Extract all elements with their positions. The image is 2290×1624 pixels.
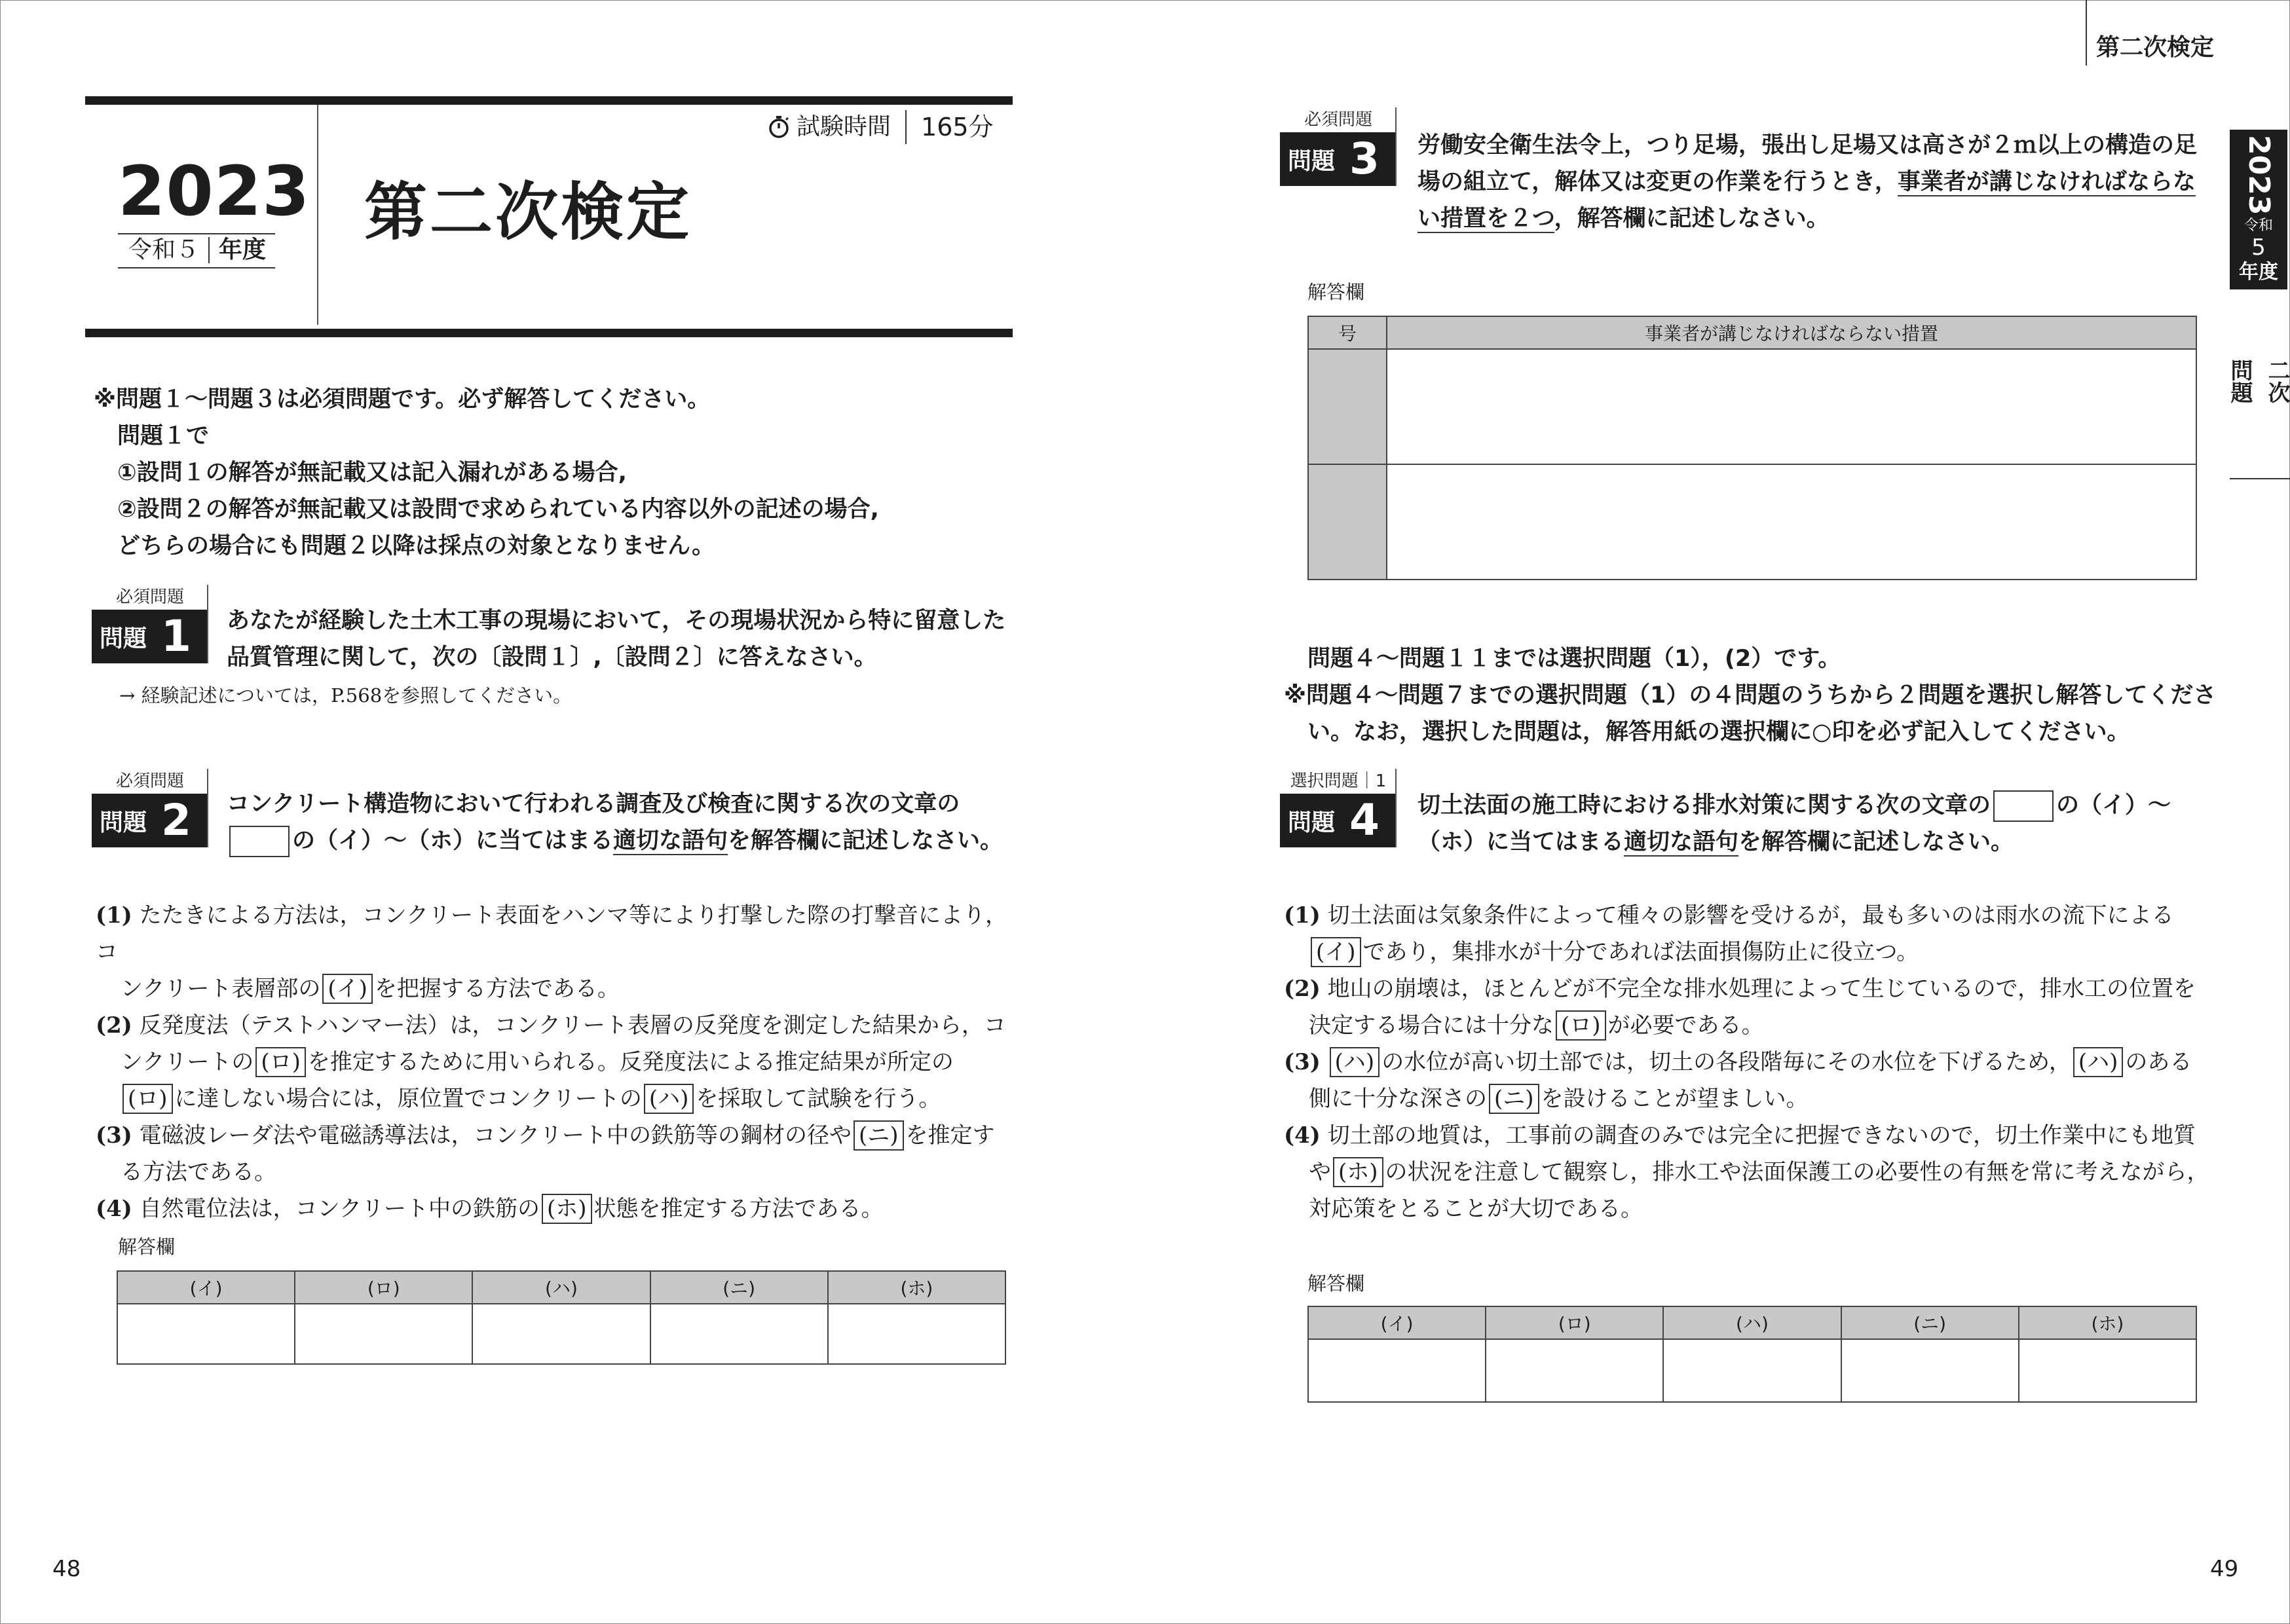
badge-box — [92, 794, 208, 847]
text-span: を解答欄に記述しなさい。 — [1738, 829, 2014, 855]
answer-key-box: (イ) — [322, 974, 373, 1004]
blank-box — [1993, 790, 2054, 822]
page-title: 第二次検定 — [364, 175, 692, 249]
side-section-title: 第二次検定 — [2096, 34, 2215, 61]
text-span: 自然電位法は，コンクリート中の鉄筋の — [139, 1196, 540, 1222]
text-span: 〕に答えなさい。 — [693, 644, 877, 671]
answer-key-box: (ロ) — [255, 1047, 306, 1077]
column-header: (ロ) — [295, 1271, 472, 1304]
text-span: 〕,〔 — [570, 644, 625, 671]
item-line — [96, 1044, 1013, 1080]
underlined-text: い措置を２つ — [1417, 206, 1554, 232]
q3-badge — [1280, 107, 1397, 186]
q1-reference: → 経験記述については，P.568を参照してください。 — [119, 684, 572, 707]
reiwa-label: 令和５ — [128, 236, 200, 263]
answer-key-box: (ニ) — [1489, 1084, 1539, 1114]
badge-box — [1280, 794, 1397, 847]
badge-label: 問題 — [1288, 809, 1336, 836]
q3-line — [1417, 200, 2197, 237]
answer-cell[interactable] — [1663, 1339, 1841, 1402]
text-span: 側に十分な深さの — [1309, 1086, 1487, 1112]
q1-text — [227, 602, 1005, 676]
item-line — [1284, 934, 2214, 970]
answer-key-box: (ハ) — [644, 1084, 694, 1114]
stopwatch-icon — [768, 115, 790, 139]
answer-cell[interactable] — [1387, 464, 2196, 580]
answer-cell[interactable] — [472, 1304, 650, 1364]
text-span: る方法である。 — [121, 1159, 276, 1185]
item-number: (4) — [96, 1196, 132, 1222]
badge-label: 問題 — [100, 625, 147, 652]
text-span: ，解答欄に記述しなさい。 — [1554, 206, 1830, 232]
q4-answer-label: 解答欄 — [1307, 1272, 1365, 1295]
text-span: 決定する場合には十分な — [1309, 1012, 1554, 1039]
item-line — [96, 1154, 1013, 1190]
text-span: 設問２ — [624, 644, 694, 671]
table-header-row — [1308, 1306, 2196, 1339]
text-span: 対応策をとることが大切である。 — [1309, 1196, 1643, 1222]
table-header-row — [1308, 316, 2196, 349]
item-line — [96, 1117, 1013, 1154]
answer-row — [1308, 349, 2196, 464]
q1-badge — [92, 585, 208, 663]
item-line — [96, 1007, 1013, 1044]
notice-line: 問題１で — [117, 423, 210, 449]
tab-reiwa-number: 5 — [2251, 234, 2266, 261]
q2-line: コンクリート構造物において行われる調査及び検査に関する次の文章の — [227, 791, 960, 817]
item-line — [1284, 1154, 2214, 1190]
table-header-row — [117, 1271, 1005, 1304]
item-line — [96, 1080, 1013, 1117]
column-header: (ニ) — [650, 1271, 828, 1304]
column-header: (ホ) — [2019, 1306, 2196, 1339]
side-title-rule — [2086, 0, 2087, 65]
item-number: (3) — [1284, 1049, 1321, 1075]
badge-box — [92, 610, 208, 663]
text-span: の（イ）～ — [2056, 792, 2171, 819]
text-span: の水位が高い切土部では，切土の各段階毎にその水位を下げるため， — [1381, 1049, 2071, 1075]
notice-line: どちらの場合にも問題２以降は採点の対象となりません。 — [117, 533, 715, 559]
column-header: (ハ) — [1663, 1306, 1841, 1339]
text-span: 電磁波レーダ法や電磁誘導法は，コンクリート中の鉄筋等の鋼材の径や — [139, 1122, 852, 1149]
q2-text — [227, 786, 1003, 859]
header-bottom-rule — [85, 329, 1013, 337]
time-label: 試験時間 — [797, 113, 892, 140]
badge-rule — [1395, 769, 1397, 847]
answer-cell[interactable] — [117, 1304, 295, 1364]
q3-answer-table — [1307, 316, 2197, 580]
notice-block — [94, 381, 879, 564]
text-span: を設けることが望ましい。 — [1541, 1086, 1809, 1112]
q4-line — [1417, 824, 2171, 860]
text-span: たたきによる方法は，コンクリート表面をハンマ等により打撃した際の打撃音により，コ — [96, 902, 1007, 965]
text-span: 品質管理に関して，次の〔 — [227, 644, 502, 671]
underlined-text: 適切な語句 — [613, 828, 728, 854]
item-number: (4) — [1284, 1122, 1321, 1149]
answer-row — [1308, 1339, 2196, 1402]
time-separator — [905, 110, 907, 144]
q2-badge — [92, 769, 208, 847]
item-line — [1284, 1190, 2214, 1227]
text-span: 地山の崩壊は，ほとんどが不完全な排水処理によって生じているので，排水工の位置を — [1327, 976, 2196, 1002]
answer-key-box: (イ) — [1311, 937, 1361, 967]
text-span: ンクリート表層部の — [121, 976, 321, 1002]
badge-type: 必須問題 — [115, 587, 184, 607]
answer-cell[interactable] — [295, 1304, 472, 1364]
item-line — [1284, 897, 2214, 934]
column-header: (イ) — [117, 1271, 295, 1304]
answer-key-box: (ハ) — [2073, 1047, 2124, 1077]
answer-cell[interactable] — [2019, 1339, 2196, 1402]
text-span: 状態を推定する方法である。 — [593, 1196, 884, 1222]
reiwa-bottom-line — [118, 267, 275, 268]
badge-label: 問題 — [1288, 147, 1336, 175]
text-span: や — [1309, 1159, 1331, 1185]
q3-line — [1417, 164, 2197, 200]
side-year-tab — [2230, 130, 2287, 289]
column-header-no: 号 — [1308, 316, 1387, 349]
q4-answer-table — [1307, 1306, 2197, 1403]
answer-key-box: (ハ) — [1330, 1047, 1380, 1077]
text-span: の状況を注意して観察し，排水工や法面保護工の必要性の有無を常に考えながら， — [1385, 1159, 2209, 1185]
row-number-cell — [1308, 349, 1387, 464]
answer-key-box: (ホ) — [542, 1194, 592, 1224]
item-line — [1284, 1117, 2214, 1154]
side-section-tab — [2226, 359, 2290, 477]
answer-cell[interactable] — [1308, 1339, 1486, 1402]
q2-items — [96, 897, 1013, 1227]
text-span: 切土法面の施工時における排水対策に関する次の文章の — [1417, 792, 1991, 819]
item-line — [1284, 1080, 2214, 1117]
item-line — [96, 970, 1013, 1007]
badge-number: 2 — [161, 795, 191, 845]
item-line — [1284, 1044, 2214, 1080]
q1-line: あなたが経験した土木工事の現場において，その現場状況から特に留意した — [227, 608, 1006, 634]
text-span: （ホ）に当てはまる — [1417, 829, 1624, 855]
q4-items — [1284, 897, 2214, 1227]
tab-mondai: 問題 — [2226, 359, 2253, 403]
text-span: 設問１ — [501, 644, 571, 671]
notice-line: ②設問２の解答が無記載又は設問で求められている内容以外の記述の場合, — [117, 496, 879, 523]
column-header: (ハ) — [472, 1271, 650, 1304]
text-span: に達しない場合には，原位置でコンクリートの — [174, 1086, 642, 1112]
blank-box — [229, 826, 290, 857]
q2-answer-table — [117, 1270, 1006, 1365]
q1-line — [227, 639, 1005, 676]
tab-year: 2023 — [2242, 135, 2276, 215]
nendo-label: 年度 — [219, 236, 267, 263]
text-span: を推定す — [905, 1122, 995, 1149]
answer-cell[interactable] — [1387, 349, 2196, 464]
q3-line: 労働安全衛生法令上，つり足場，張出し足場又は高さが２ｍ以上の構造の足 — [1417, 132, 2198, 158]
column-header: (ロ) — [1486, 1306, 1663, 1339]
text-span: を把握する方法である。 — [374, 976, 620, 1002]
text-span: であり，集排水が十分であれば法面損傷防止に役立つ。 — [1362, 939, 1919, 965]
q4-line — [1417, 787, 2171, 824]
column-header: (ホ) — [828, 1271, 1005, 1304]
text-span: 反発度法（テストハンマー法）は，コンクリート表層の反発度を測定した結果から，コ — [139, 1012, 1006, 1039]
text-span: を採取して試験を行う。 — [696, 1086, 941, 1112]
badge-rule — [207, 585, 208, 663]
answer-key-box: (ロ) — [1556, 1010, 1606, 1041]
badge-number: 1 — [161, 611, 191, 661]
q2-line — [227, 822, 1003, 859]
answer-row — [1308, 464, 2196, 580]
badge-type: 必須問題 — [115, 771, 184, 791]
q4-text — [1417, 787, 2171, 860]
notice-line: ※問題１～問題３は必須問題です。必ず解答してください。 — [94, 386, 711, 413]
text-span: 場の組立て，解体又は変更の作業を行うとき， — [1417, 169, 1898, 195]
text-span: 切土部の地質は，工事前の調査のみでは完全に把握できないので，切土作業中にも地質 — [1327, 1122, 2196, 1149]
note-line: 問題４～問題１１までは選択問題（1），(2）です。 — [1307, 646, 1841, 672]
item-number: (3) — [96, 1122, 132, 1149]
underlined-text: 適切な語句 — [1624, 829, 1739, 855]
text-span: が必要である。 — [1607, 1012, 1764, 1039]
text-span: のある — [2125, 1049, 2192, 1075]
badge-rule — [207, 769, 208, 847]
answer-key-box: (ロ) — [122, 1084, 173, 1114]
column-header-measure: 事業者が講じなければならない措置 — [1387, 316, 2196, 349]
header-top-rule — [85, 96, 1013, 105]
underlined-text: 事業者が講じなければならな — [1897, 169, 2196, 195]
page-number-right: 49 — [2210, 1556, 2239, 1582]
badge-number: 3 — [1349, 134, 1380, 184]
exam-time — [768, 110, 994, 144]
answer-cell[interactable] — [828, 1304, 1005, 1364]
answer-cell[interactable] — [1486, 1339, 1663, 1402]
badge-number: 4 — [1349, 795, 1380, 845]
item-line — [96, 1190, 1013, 1227]
answer-cell[interactable] — [1841, 1339, 2019, 1402]
badge-type: 選択問題｜1 — [1290, 771, 1387, 791]
item-number: (1) — [1284, 902, 1321, 929]
badge-box — [1280, 132, 1397, 186]
tab-nendo: 年度 — [2239, 261, 2278, 284]
answer-key-box: (ニ) — [854, 1120, 904, 1151]
item-line — [96, 897, 1013, 970]
item-line — [1284, 970, 2214, 1007]
item-number: (1) — [96, 902, 132, 929]
q3-text — [1417, 127, 2197, 237]
reiwa-separator — [208, 237, 210, 263]
exam-year: 2023 — [118, 151, 310, 231]
text-span: を推定するために用いられる。反発度法による推定結果が所定の — [307, 1049, 954, 1075]
note-line: い。なお，選択した問題は，解答用紙の選択欄に○印を必ず記入してください。 — [1307, 719, 2130, 745]
page-number-left: 48 — [52, 1556, 81, 1582]
notice-line: ①設問１の解答が無記載又は記入漏れがある場合, — [117, 460, 627, 486]
q2-answer-label: 解答欄 — [118, 1236, 176, 1258]
row-number-cell — [1308, 464, 1387, 580]
item-line — [1284, 1007, 2214, 1044]
text-span: を解答欄に記述しなさい。 — [728, 828, 1004, 854]
time-value: 165分 — [921, 113, 994, 141]
side-tab-rule — [2230, 478, 2290, 479]
tab-reiwa: 令和 — [2243, 217, 2273, 234]
q3-answer-label: 解答欄 — [1307, 281, 1365, 303]
header-divider — [317, 105, 318, 325]
tab-niji: 二次 — [2264, 359, 2290, 403]
badge-rule — [1395, 107, 1397, 186]
text-span: ンクリートの — [121, 1049, 254, 1075]
answer-cell[interactable] — [650, 1304, 828, 1364]
column-header: (イ) — [1308, 1306, 1486, 1339]
text-span: の（イ）～（ホ）に当てはまる — [292, 828, 614, 854]
answer-key-box: (ホ) — [1333, 1157, 1383, 1187]
item-number: (2) — [96, 1012, 132, 1039]
note-line: ※問題４～問題７までの選択問題（1）の４問題のうちから２問題を選択し解答してくださ — [1284, 682, 2217, 709]
column-header: (ニ) — [1841, 1306, 2019, 1339]
selection-note — [1284, 640, 2216, 750]
answer-row — [117, 1304, 1005, 1364]
q4-badge — [1280, 769, 1397, 847]
item-number: (2) — [1284, 976, 1321, 1002]
text-span: 切土法面は気象条件によって種々の影響を受けるが，最も多いのは雨水の流下による — [1327, 902, 2174, 929]
badge-label: 問題 — [100, 809, 147, 836]
badge-type: 必須問題 — [1304, 110, 1372, 130]
